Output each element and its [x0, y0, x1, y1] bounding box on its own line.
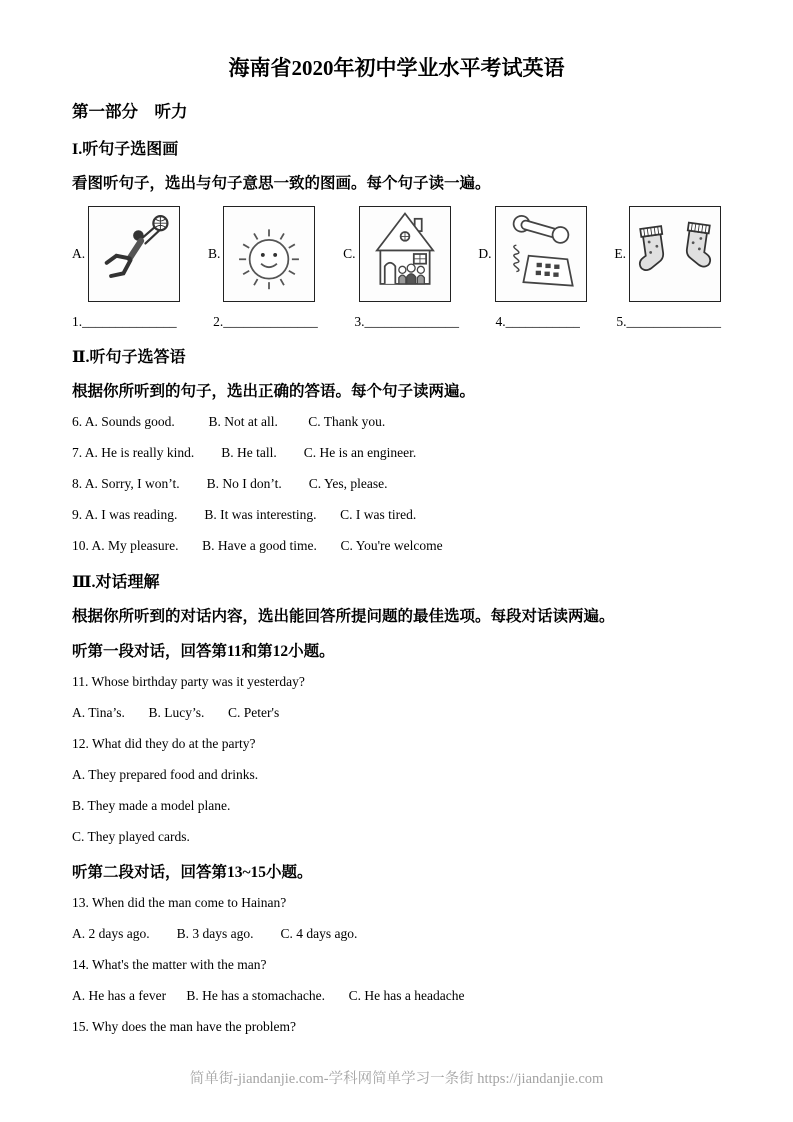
answer-blank: 1.______________: [72, 314, 177, 329]
question-line-7: 7. A. He is really kind. B. He tall. C. He is an engineer.: [72, 445, 417, 460]
answer-blank: 5.______________: [616, 314, 721, 329]
picture-box: [223, 206, 315, 302]
section3-instruction: 根据你所听到的对话内容，选出能回答所提问题的最佳选项。每段对话读两遍。: [72, 608, 615, 625]
answer-blanks-row: [72, 314, 721, 330]
question-line-6: 6. A. Sounds good. B. Not at all. C. Thank you.: [72, 414, 386, 429]
answer-blank: 3.______________: [354, 314, 459, 329]
question-line-13-options: A. 2 days ago. B. 3 days ago. C. 4 days ago.: [72, 926, 358, 941]
option-label: C.: [343, 246, 356, 261]
question-line-8: 8. A. Sorry, I won’t. B. No I don’t. C. Yes, please.: [72, 476, 388, 491]
question-line-14: 14. What's the matter with the man?: [72, 957, 267, 972]
question-line-11-options: A. Tina’s. B. Lucy’s. C. Peter's: [72, 705, 280, 720]
picture-option-d: [478, 206, 586, 302]
question-line-12: 12. What did they do at the party?: [72, 736, 256, 751]
question-line-14-options: A. He has a fever B. He has a stomachache. C. He has a headache: [72, 988, 465, 1003]
question-line-13: 13. When did the man come to Hainan?: [72, 895, 287, 910]
picture-option-e: [614, 206, 721, 302]
section2-heading: Ⅱ.听句子选答语: [72, 349, 186, 366]
socks-icon: [631, 208, 719, 300]
section2-instruction: 根据你所听到的句子，选出正确的答语。每个句子读两遍。: [72, 383, 476, 400]
picture-option-c: [343, 206, 450, 302]
picture-box: [359, 206, 451, 302]
question-line-10: 10. A. My pleasure. B. Have a good time. C. You're welcome: [72, 538, 443, 553]
part1-heading: 第一部分 听力: [72, 102, 188, 121]
option-label: D.: [478, 246, 492, 261]
picture-box: [629, 206, 721, 302]
option-label: E.: [614, 246, 626, 261]
section3-heading: Ⅲ.对话理解: [72, 574, 160, 591]
section1-instruction: 看图听句子，选出与句子意思一致的图画。每个句子读一遍。: [72, 175, 491, 192]
exam-title: 海南省2020年初中学业水平考试英语: [228, 56, 565, 80]
house-family-icon: [361, 208, 449, 300]
option-label: A.: [72, 246, 86, 261]
section1-heading: I.听句子选图画: [72, 141, 179, 158]
picture-box: [88, 206, 180, 302]
option-label: B.: [207, 246, 221, 261]
question-line-12-option-b: B. They made a model plane.: [72, 798, 231, 813]
answer-blank: 4.___________: [495, 314, 580, 329]
dialog2-heading: 听第二段对话，回答第13~15小题。: [72, 864, 313, 881]
question-line-12-option-c: C. They played cards.: [72, 829, 190, 844]
telephone-icon: [497, 208, 585, 300]
question-line-15: 15. Why does the man have the problem?: [72, 1019, 296, 1034]
picture-options-row: [72, 206, 721, 302]
question-line-11: 11. Whose birthday party was it yesterday?: [72, 674, 305, 689]
picture-option-b: [208, 206, 315, 302]
footer-watermark: 简单街-jiandanjie.com-学科网简单学习一条街 https://jiandanjie.com: [189, 1071, 604, 1087]
picture-box: [495, 206, 587, 302]
basketball-player-icon: [90, 208, 178, 300]
picture-option-a: [72, 206, 180, 302]
smiling-sun-icon: [225, 208, 313, 300]
question-line-12-option-a: A. They prepared food and drinks.: [72, 767, 259, 782]
dialog1-heading: 听第一段对话，回答第11和第12小题。: [72, 643, 335, 660]
answer-blank: 2.______________: [213, 314, 318, 329]
question-line-9: 9. A. I was reading. B. It was interesting. C. I was tired.: [72, 507, 417, 522]
